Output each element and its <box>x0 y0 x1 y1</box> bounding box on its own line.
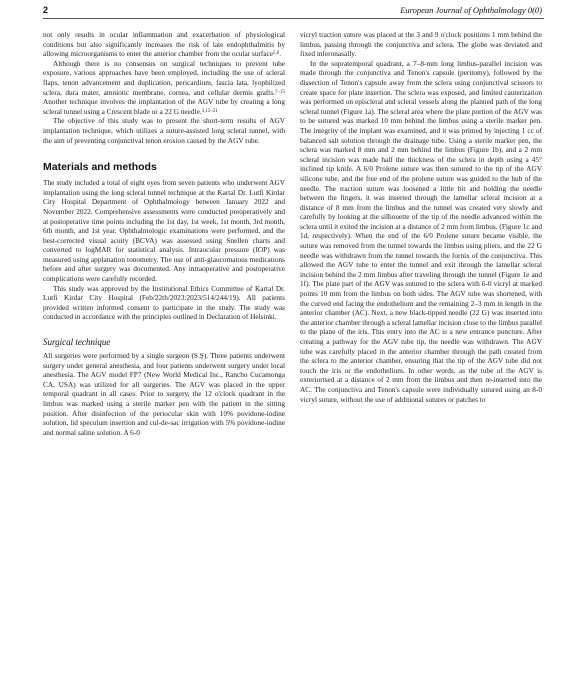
left-column <box>43 30 285 437</box>
page-number: 2 <box>43 5 49 15</box>
intro-p2-text-a: Although there is no consensus on surgical techniques to prevent tube exposure, various approaches have been employed, including the use of scleral flaps, tenon advancement and duplication, pericardium, fascia lata, lyophilized sclera, dura mater, amniotic membrane, cornea, and cellular dermis grafts. <box>43 58 285 97</box>
intro-p1-text-b: . <box>279 49 282 59</box>
citation-superscript: 3,15–21 <box>201 108 218 114</box>
header-rule <box>43 18 544 19</box>
citation-superscript: 5,6 <box>273 51 280 57</box>
right-column <box>300 30 542 404</box>
intro-paragraph-3: The objective of this study was to present the short-term results of AGV implantation technique, which utilizes a suture-assisted long scleral tunnel, with the aim of preventing conjunctival tenon erosion caused by the AGV tube. <box>43 116 285 145</box>
subsection-heading-surgical-technique: Surgical technique <box>43 337 111 348</box>
right-paragraph-2: In the supratemporal quadrant, a 7–8-mm long limbus-parallel incision was made through the conjunctiva and Tenon's capsule (peritomy), followed by the dissection of Tenon's capsule away from the sclera using conjunctival scissors to create space for plate insertion. The sclera was exposed, and limited cauterization was performed on episcleral and scleral vessels along the planned path of the long scleral tunnel (Figure 1a). The scleral area where the plate portion of the AGV was to be sutured was marked 10 mm behind the limbus using a sterile marker pen. The integrity of the implant was examined, and it was primed by injecting 1 cc of balanced salt solution through the drainage tube. Using a sterile marker pen, the sclera was marked 8 mm and 2 mm behind the limbus (Figure 1b), and a 2 mm scleral incision was made half the thickness of the sclera in depth using a 45° inclined tip knife. A 6/0 Prolene suture was then sutured to the tip of the AGV silicone tube, and the free end of the prolene suture was guided to the hub of the needle. The traction suture was loosened a little bit and holding the needle between the fingers, it was inserted through the lamellar scleral incision at a distance of 8 mm from the limbus and the tunnel was created very slowly and carefully by looking at the silhouette of the tip of the needle advanced within the sclera until it exited the incision at a distance of 2 mm from limbus. (Figure 1c and 1d, respectively). When the end of the 6/0 Prolene suture became visible, the suture was removed from the tunnel towards the limbus using pliers, and the 22 G needle was withdrawn from the tunnel towards the fornix of the conjunctiva. This allowed the AGV tube to enter the tunnel and exit through the lamellar scleral incision behind the 2 mm limbus after traveling through the tunnel (Figure 1e and 1f). The plate part of the AGV was sutured to the sclera with 6-0 vicryl at marked points 10 mm from the limbus on both sides. The AGV tube was shortened, with the curved end facing the endothelium and the remaining 2–3 mm in length in the anterior chamber (AC). Next, a new black-tipped needle (22 G) was inserted into the anterior chamber through a scleral lamellar incision close to the limbus parallel to the plane of the iris. This entry into the AC is a new entrance puncture. After creating a pathway for the AGV tube tip, the needle was withdrawn. The AGV tube was carefully placed in the anterior chamber through the path created from the sclera to the anterior chamber, ensuring that the tip of the AGV tube did not touch the iris or the endothelium. In other words, as the tube of the AGV is exteriorised at a distance of 2 mm from the limbus and then re-inserted into the AC. The conjunctiva and Tenon's capsule were individually sutured using an 8-0 vicryl suture, without the use of additional sutures or patches to <box>300 58 542 404</box>
running-header-journal: European Journal of Ophthalmology 0(0) <box>400 5 542 15</box>
methods-paragraph-1: The study included a total of eight eyes from seven patients who underwent AGV implantation using the long scleral tunnel technique at the Kartal Dr. Lutfi Kirdar City Hospital Department of Ophthalmology between January 2022 and November 2022. Comprehensive assessments were conducted preoperatively and at postoperative time points including the 1st day, 1st week, 1st month, 3rd month, 6th month, and 1st year. Ophthalmologic examinations were performed, and the best-corrected visual acuity (BCVA) was assessed using Snellen charts and converted to logMAR for statistical analysis. Intraocular pressure (IOP) was measured using applanation tonometry. The use of anti-glaucomatous medications before and after surgery was documented. Any intraoperative and postoperative complications were carefully recorded. <box>43 178 285 284</box>
methods-paragraph-2: This study was approved by the Institutional Ethics Committee of Kartal Dr. Lutfi Kirdar City Hospital (Feb/22th/2023:2023/514/244/19). All patients provided written informed consent to participate in the study. The study was conducted in accordance with the principles outlined in Declaration of Helsinki. <box>43 283 285 322</box>
right-paragraph-1: vicryl traction suture was placed at the 3 and 9 o'clock positions 1 mm behind the limbus, passing through the conjunctiva and sclera. The globe was deviated and fixed inferonasally. <box>300 30 542 59</box>
surgical-paragraph-1: All surgeries were performed by a single surgeon (S.Ş). Three patients underwent surgery under general anesthesia, and four patients underwent surgery under local anesthesia. The AGV model FP7 (New World Medical Inc., Rancho Cucamonga CA, USA) was utilized for all surgeries. The AGV was placed in the upper temporal quadrant in all cases. Prior to surgery, the 12 o'clock quadrant in the limbus was marked using a sterile marker pen with the patient in the sitting position. After disinfection of the periocular skin with 10% povidone-iodine solution, lid speculum insertion and cul-de-sac irrigation with 5% povidone-iodine and normal saline solution. A 6-0 <box>43 351 285 437</box>
intro-paragraph-2 <box>43 59 285 117</box>
intro-paragraph-1 <box>43 30 285 59</box>
intro-p2-text-b: Another technique involves the implantation of the AGV tube by creating a long scleral tunnel using a Crescent blade or a 22 G needle. <box>43 97 285 116</box>
intro-p1-text-a: not only results in ocular inflammation and exacerbation of physiological conditions but also significantly increases the risk of late endophthalmitis by allowing microorganisms to enter the anterior chamber from the ocular surface <box>43 30 285 59</box>
section-heading-methods: Materials and methods <box>43 161 157 174</box>
citation-superscript: 7–15 <box>275 89 285 95</box>
